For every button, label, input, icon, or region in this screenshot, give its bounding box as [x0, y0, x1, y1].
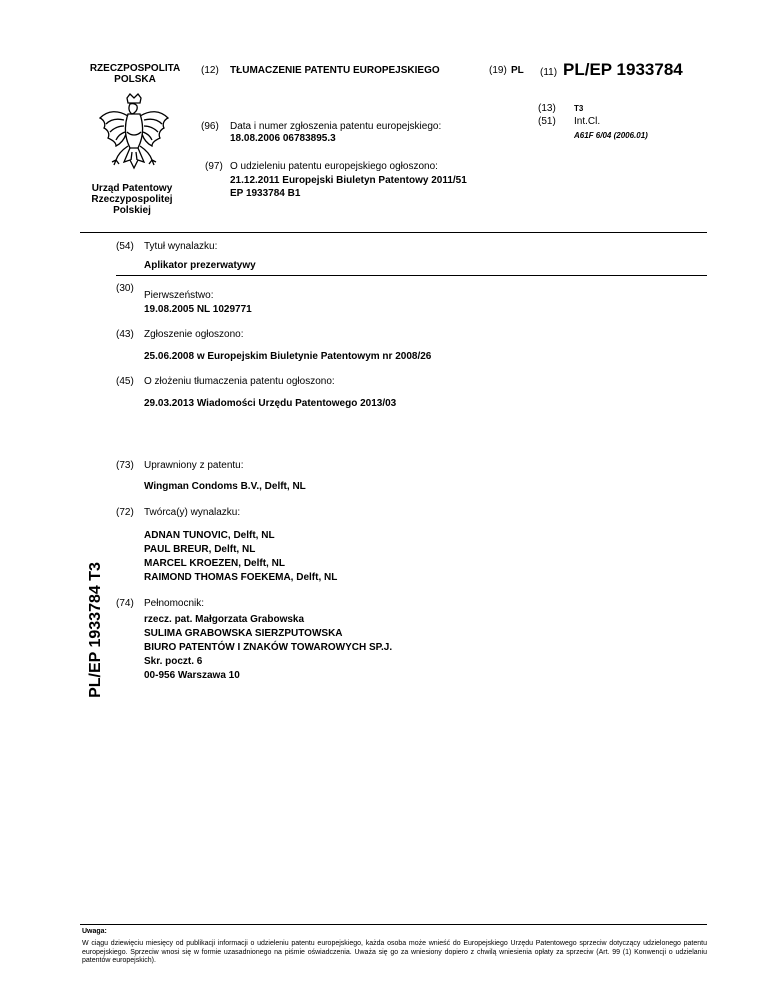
intcl-value: A61F 6/04 (2006.01)	[574, 131, 648, 140]
footer-title: Uwaga:	[82, 928, 107, 935]
inventor-item: MARCEL KROEZEN, Delft, NL	[144, 558, 285, 569]
attorney-block	[144, 613, 392, 683]
code-97: (97)	[205, 161, 223, 172]
footer-divider	[80, 924, 707, 925]
footer-note: W ciągu dziewięciu miesięcy od publikacji informacji o udzieleniu patentu europejskiego, każda osoba może wnieść do Europejskiego Urzędu Patentowego sprzeciw dotyczący udzielonego patentu europejskiego. Sprzeciw wnosi się w formie uzasadnionego na piśmie oświadczenia. Uważa się go za wniesiony dopiero z chwilą wniesienia opłaty za sprzeciw (Art. 99 (1) Konwencji o udzielaniu patentów europejskich).	[82, 940, 707, 964]
office-line1: Urząd Patentowy	[91, 183, 173, 194]
translation-published-label: O złożeniu tłumaczenia patentu ogłoszono:	[144, 376, 335, 387]
code-11: (11)	[540, 67, 558, 78]
inventor-item: PAUL BREUR, Delft, NL	[144, 544, 256, 555]
code-51: (51)	[538, 116, 556, 127]
eagle-emblem-icon	[94, 92, 174, 182]
grant-value-1: 21.12.2011 Europejski Biuletyn Patentowy 2011/51	[230, 175, 467, 186]
office-name	[70, 183, 194, 216]
code-45: (45)	[116, 376, 134, 387]
intcl-label: Int.Cl.	[574, 116, 601, 127]
document-type: TŁUMACZENIE PATENTU EUROPEJSKIEGO	[230, 65, 440, 76]
kind-code: T3	[574, 104, 584, 113]
application-value: 18.08.2006 06783895.3	[230, 133, 336, 144]
code-13: (13)	[538, 103, 556, 114]
code-19: (19)	[489, 65, 507, 76]
grant-label: O udzieleniu patentu europejskiego ogłoszono:	[230, 161, 438, 172]
inventor-item: RAIMOND THOMAS FOEKEMA, Delft, NL	[144, 572, 338, 583]
code-73: (73)	[116, 460, 134, 471]
proprietor-value: Wingman Condoms B.V., Delft, NL	[144, 481, 306, 492]
attorney-label: Pełnomocnik:	[144, 598, 205, 609]
country-line2: POLSKA	[114, 74, 156, 85]
inventors-list	[144, 529, 337, 585]
code-72: (72)	[116, 507, 134, 518]
code-30: (30)	[116, 283, 134, 294]
code-96: (96)	[201, 121, 219, 132]
attorney-line: Skr. poczt. 6	[144, 656, 203, 667]
code-12: (12)	[201, 65, 219, 76]
title-label: Tytuł wynalazku:	[144, 241, 218, 252]
country-line1: RZECZPOSPOLITA	[89, 63, 181, 74]
attorney-line: rzecz. pat. Małgorzata Grabowska	[144, 614, 305, 625]
code-43: (43)	[116, 329, 134, 340]
code-74: (74)	[116, 598, 134, 609]
priority-value: 19.08.2005 NL 1029771	[144, 304, 252, 315]
proprietor-label: Uprawniony z patentu:	[144, 460, 244, 471]
office-line3: Polskiej	[113, 205, 151, 216]
office-line2: Rzeczypospolitej	[91, 194, 173, 205]
inventor-item: ADNAN TUNOVIC, Delft, NL	[144, 530, 275, 541]
attorney-line: SULIMA GRABOWSKA SIERZPUTOWSKA	[144, 628, 343, 639]
title-divider	[116, 275, 707, 276]
attorney-line: 00-956 Warszawa 10	[144, 670, 240, 681]
side-patent-label: PL/EP 1933784 T3	[87, 562, 104, 698]
priority-label: Pierwszeństwo:	[144, 290, 214, 301]
application-published-value: 25.06.2008 w Europejskim Biuletynie Patentowym nr 2008/26	[144, 351, 432, 362]
invention-title: Aplikator prezerwatywy	[144, 260, 256, 271]
inventors-label: Twórca(y) wynalazku:	[144, 507, 241, 518]
attorney-line: BIURO PATENTÓW I ZNAKÓW TOWAROWYCH SP.J.	[144, 642, 393, 653]
country-code: PL	[511, 65, 524, 76]
header-divider	[80, 232, 707, 233]
code-54: (54)	[116, 241, 134, 252]
application-published-label: Zgłoszenie ogłoszono:	[144, 329, 244, 340]
country-name	[80, 63, 190, 85]
translation-published-value: 29.03.2013 Wiadomości Urzędu Patentowego 2013/03	[144, 398, 397, 409]
grant-value-2: EP 1933784 B1	[230, 188, 301, 199]
application-label: Data i numer zgłoszenia patentu europejskiego:	[230, 121, 442, 132]
patent-number: PL/EP 1933784	[563, 60, 683, 79]
